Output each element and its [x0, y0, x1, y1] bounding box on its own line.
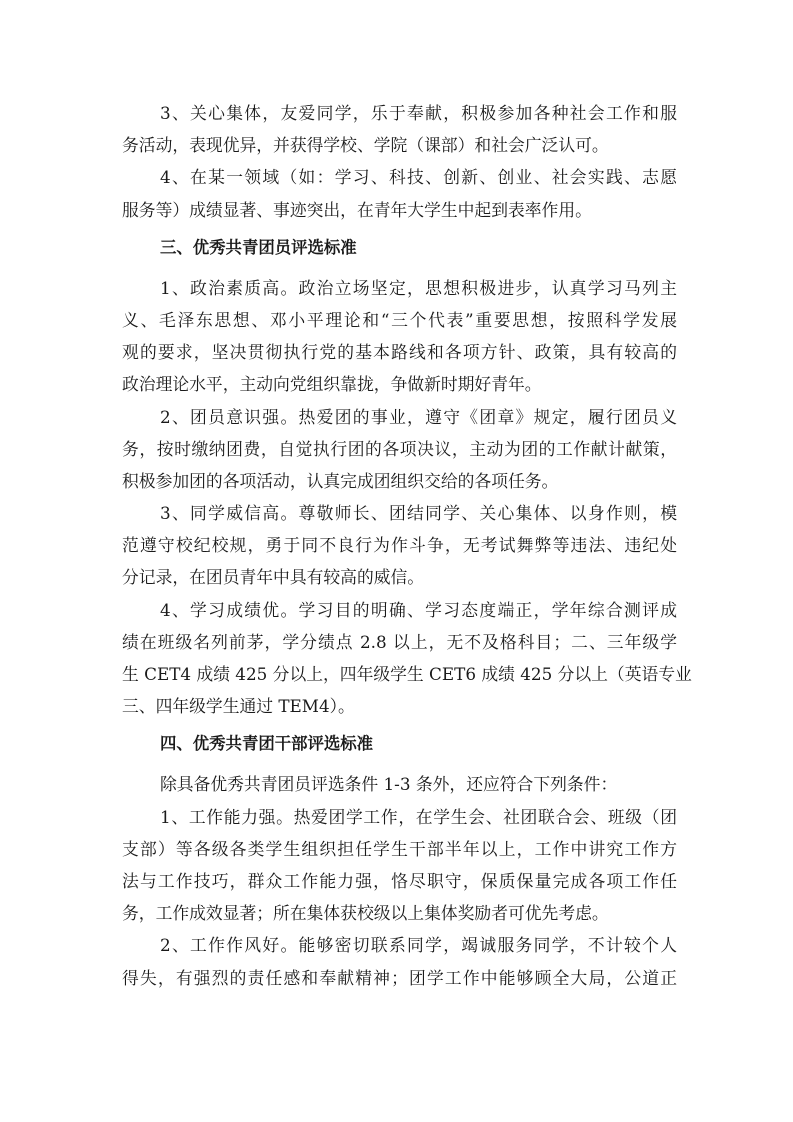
- paragraph-line: 政治理论水平，主动向党组织靠拢，争做新时期好青年。: [122, 374, 542, 395]
- criteria-item-4: [122, 161, 677, 225]
- paragraph-line: 3、同学威信高。尊敬师长、团结同学、关心集体、以身作则，模: [160, 503, 677, 524]
- paragraph-line: 4、学习成绩优。学习目的明确、学习态度端正，学年综合测评成: [160, 599, 677, 620]
- paragraph-line: 3、关心集体，友爱同学，乐于奉献，积极参加各种社会工作和服: [160, 103, 677, 123]
- section-heading-excellent-cadre: 四、优秀共青团干部评选标准: [160, 734, 374, 754]
- member-criteria-item-3: [122, 497, 677, 594]
- section-heading-excellent-member: 三、优秀共青团员评选标准: [160, 237, 357, 257]
- paragraph-line: 积极参加团的各项活动，认真完成团组织交给的各项任务。: [122, 470, 559, 491]
- document-page: [122, 97, 692, 994]
- paragraph-line: 4、在某一领域（如：学习、科技、创新、创业、社会实践、志愿: [160, 167, 677, 188]
- paragraph-line: 得失，有强烈的责任感和奉献精神；团学工作中能够顾全大局，公道正: [122, 967, 677, 988]
- paragraph-line: 三、四年级学生通过 TEM4）。: [122, 696, 355, 717]
- paragraph-line: 法与工作技巧，群众工作能力强，恪尽职守，保质保量完成各项工作任: [122, 870, 677, 891]
- paragraph-line: 分记录，在团员青年中具有较高的威信。: [122, 567, 425, 588]
- paragraph-line: 支部）等各级各类学生组织担任学生干部半年以上，工作中讲究工作方: [122, 838, 677, 859]
- paragraph-line: 义、毛泽东思想、邓小平理论和“三个代表”重要思想，按照科学发展: [122, 309, 677, 330]
- cadre-criteria-item-2: [122, 929, 677, 993]
- paragraph-line: 范遵守校纪校规，勇于同不良行为作斗争，无考试舞弊等违法、违纪处: [122, 535, 677, 556]
- paragraph-line: 绩在班级名列前茅，学分绩点 2.8 以上，无不及格科目；二、三年级学: [122, 631, 677, 652]
- paragraph-line: 务，按时缴纳团费，自觉执行团的各项决议，主动为团的工作献计献策，: [122, 438, 677, 459]
- paragraph-line: 1、政治素质高。政治立场坚定，思想积极进步，认真学习马列主: [160, 277, 677, 298]
- member-criteria-item-4: [122, 594, 692, 723]
- cadre-criteria-item-1: [122, 801, 677, 930]
- member-criteria-item-1: [122, 272, 677, 401]
- member-criteria-item-2: [122, 401, 677, 498]
- criteria-item-3: [122, 97, 677, 161]
- paragraph-line: 1、工作能力强。热爱团学工作，在学生会、社团联合会、班级（团: [160, 806, 677, 827]
- paragraph-line: 务活动，表现优异，并获得学校、学院（课部）和社会广泛认可。: [122, 135, 609, 156]
- paragraph-line: 2、工作作风好。能够密切联系同学，竭诚服务同学，不计较个人: [160, 935, 677, 956]
- cadre-criteria-intro: 除具备优秀共青团员评选条件 1-3 条外，还应符合下列条件：: [160, 774, 618, 795]
- paragraph-line: 2、团员意识强。热爱团的事业，遵守《团章》规定，履行团员义: [160, 406, 677, 427]
- paragraph-line: 务，工作成效显著；所在集体获校级以上集体奖励者可优先考虑。: [122, 903, 609, 924]
- paragraph-line: 生 CET4 成绩 425 分以上，四年级学生 CET6 成绩 425 分以上（英语专业: [122, 664, 692, 684]
- paragraph-line: 观的要求，坚决贯彻执行党的基本路线和各项方针、政策，具有较高的: [122, 342, 677, 363]
- paragraph-line: 服务等）成绩显著、事迹突出，在青年大学生中起到表率作用。: [122, 199, 592, 220]
